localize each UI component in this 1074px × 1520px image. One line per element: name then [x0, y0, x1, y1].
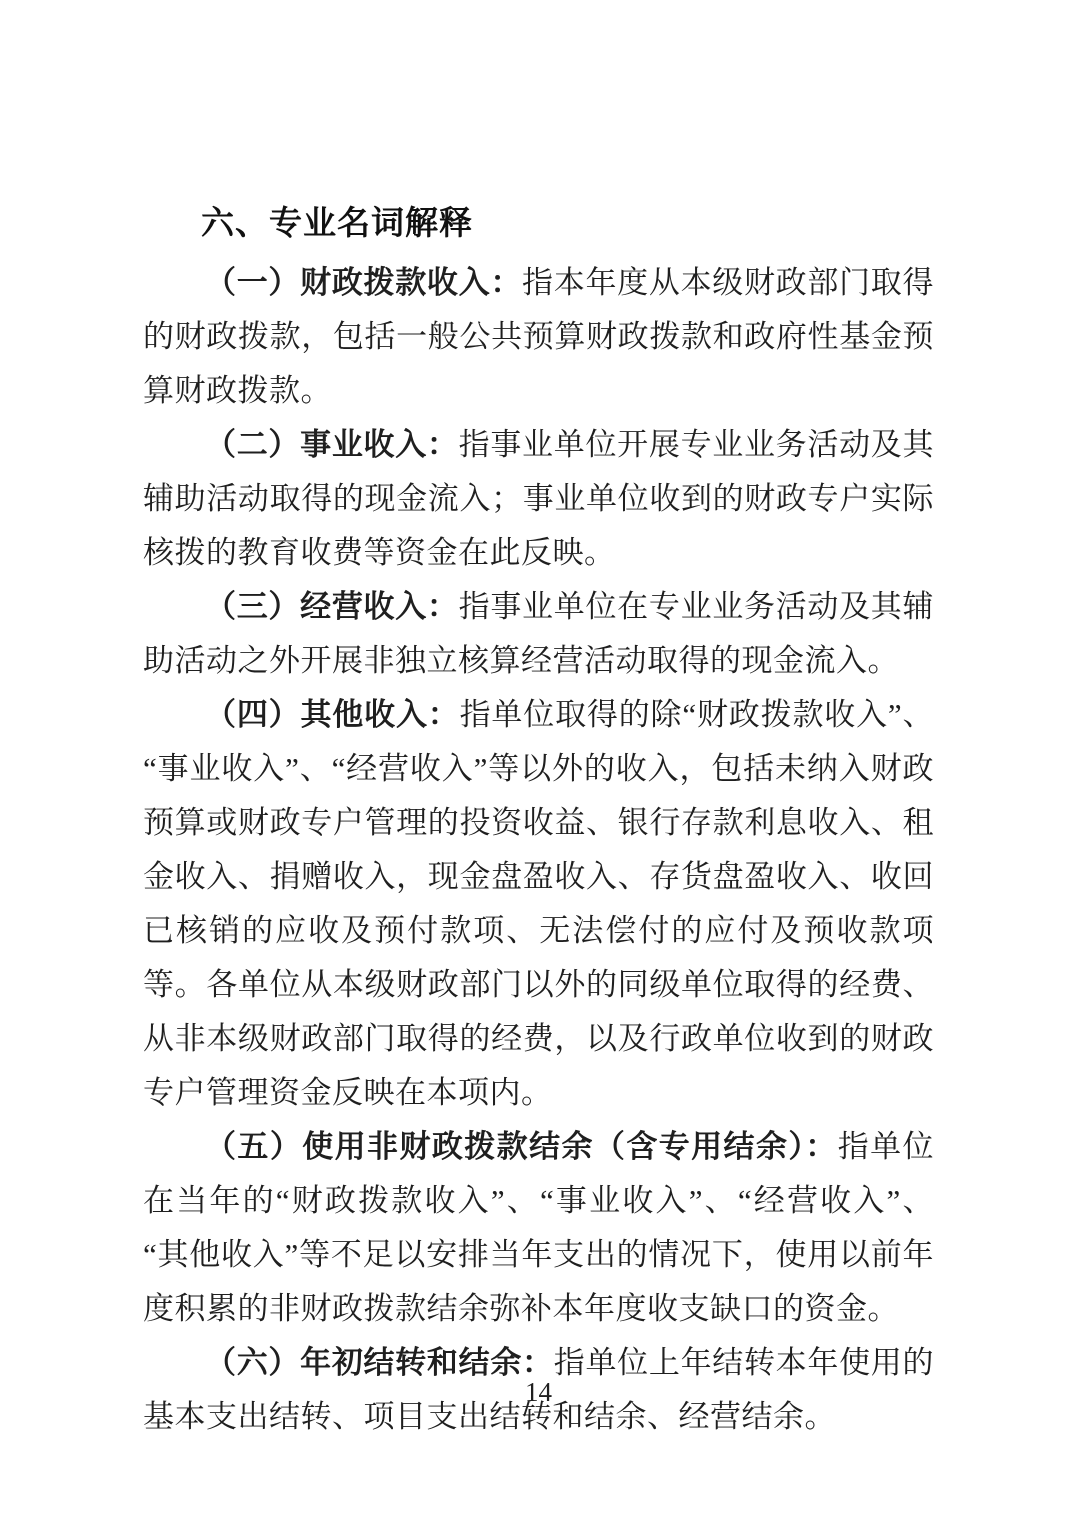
section-heading: 六、专业名词解释 — [201, 204, 473, 241]
paragraph-term-4 — [143, 688, 934, 1120]
term-definition: 指单位上年结转本年使用的基本支出结转、项目支出结转和结余、经营结余。 — [143, 1345, 934, 1434]
paragraph-term-2 — [143, 418, 934, 580]
paragraph-term-5 — [143, 1120, 934, 1336]
term-label: （四）其他收入： — [205, 697, 460, 732]
term-label: （六）年初结转和结余： — [205, 1345, 554, 1380]
page-number: 14 — [525, 1377, 552, 1407]
paragraph-term-3 — [143, 580, 934, 688]
term-label: （三）经营收入： — [205, 589, 459, 624]
page-content — [143, 196, 934, 1444]
term-definition: 指单位在当年的“财政拨款收入”、“事业收入”、“经营收入”、“其他收入”等不足以安排当年支出的情况下，使用以前年度积累的非财政拨款结余弥补本年度收支缺口的资金。 — [143, 1129, 935, 1326]
term-definition: 指单位取得的除“财政拨款收入”、“事业收入”、“经营收入”等以外的收入，包括未纳入财政预算或财政专户管理的投资收益、银行存款利息收入、租金收入、捐赠收入，现金盘盈收入、存货盘盈收入、收回已核销的应收及预付款项、无法偿付的应付及预收款项等。各单位从本级财政部门以外的同级单位取得的经费、从非本级财政部门取得的经费，以及行政单位收到的财政专户管理资金反映在本项内。 — [143, 697, 934, 1110]
paragraph-term-1 — [143, 256, 934, 418]
term-label: （五）使用非财政拨款结余（含专用结余）： — [205, 1129, 838, 1164]
term-label: （一）财政拨款收入： — [205, 265, 523, 300]
term-definition: 指事业单位开展专业业务活动及其辅助活动取得的现金流入；事业单位收到的财政专户实际核拨的教育收费等资金在此反映。 — [143, 427, 935, 570]
term-definition: 指事业单位在专业业务活动及其辅助活动之外开展非独立核算经营活动取得的现金流入。 — [143, 589, 935, 678]
term-label: （二）事业收入： — [205, 427, 459, 462]
term-definition: 指本年度从本级财政部门取得的财政拨款，包括一般公共预算财政拨款和政府性基金预算财政拨款。 — [143, 265, 935, 408]
